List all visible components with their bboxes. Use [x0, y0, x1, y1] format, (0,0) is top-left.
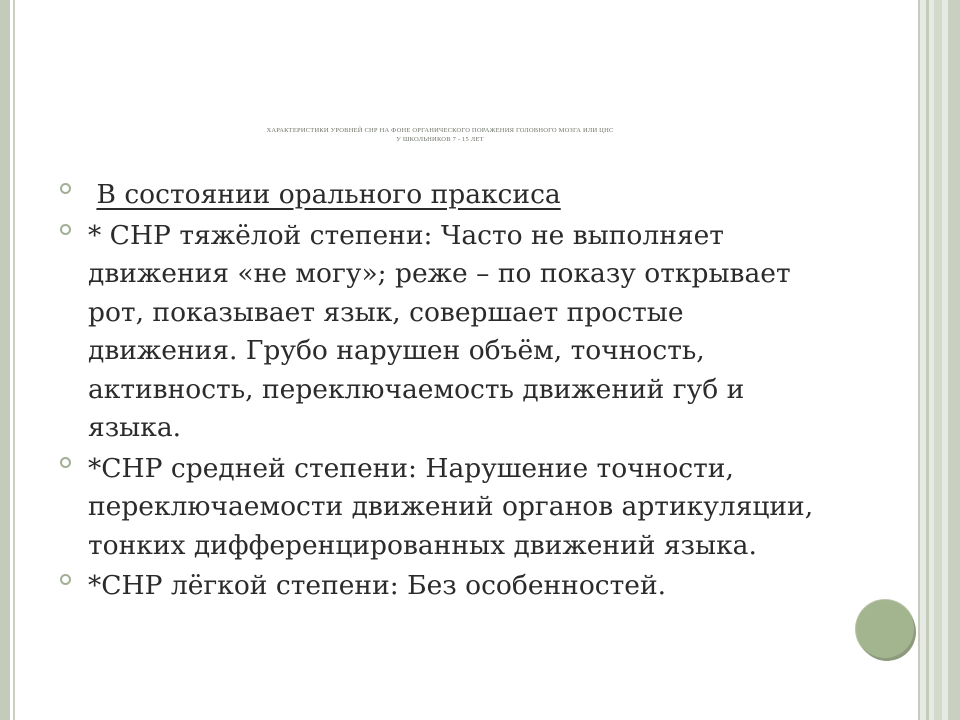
right-stripe	[934, 0, 942, 720]
left-frame-bar	[0, 0, 10, 720]
slide-title-line: ХАРАКТЕРИСТИКИ УРОВНЕЙ СНР НА ФОНЕ ОРГАНИЧЕСКОГО ПОРАЖЕНИЯ ГОЛОВНОГО МОЗГА ИЛИ ЦНС	[266, 127, 614, 134]
circle-bullet-icon	[60, 574, 71, 585]
circle-bullet-icon	[60, 183, 71, 194]
list-item-text: *СНР средней степени: Нарушение точности, переключаемости движений органов артикуляции, тонких дифференцированных движений языка.	[88, 452, 814, 561]
slide-title-line: У ШКОЛЬНИКОВ 7 - 15 ЛЕТ	[396, 136, 484, 143]
slide-title	[160, 126, 720, 144]
list-item-text: * СНР тяжёлой степени: Часто не выполняет движения «не могу»; реже – по показу открывает рот, показывает язык, совершает простые движения. Грубо нарушен объём, точность, активность, переключаемость движений губ и языка.	[88, 219, 791, 443]
list-item	[60, 176, 820, 215]
circle-bullet-icon	[60, 457, 71, 468]
right-stripe	[918, 0, 920, 720]
right-stripe	[926, 0, 929, 720]
list-item-text: *СНР лёгкой степени: Без особенностей.	[88, 570, 667, 601]
circle-bullet-icon	[60, 224, 71, 235]
list-item	[60, 450, 820, 566]
right-stripe	[948, 0, 960, 720]
bullet-list	[60, 176, 820, 608]
list-item	[60, 567, 820, 606]
left-frame-line	[13, 0, 15, 720]
list-item	[60, 217, 820, 448]
list-item-text: В состоянии орального праксиса	[96, 179, 561, 210]
decorative-circle	[856, 600, 914, 658]
